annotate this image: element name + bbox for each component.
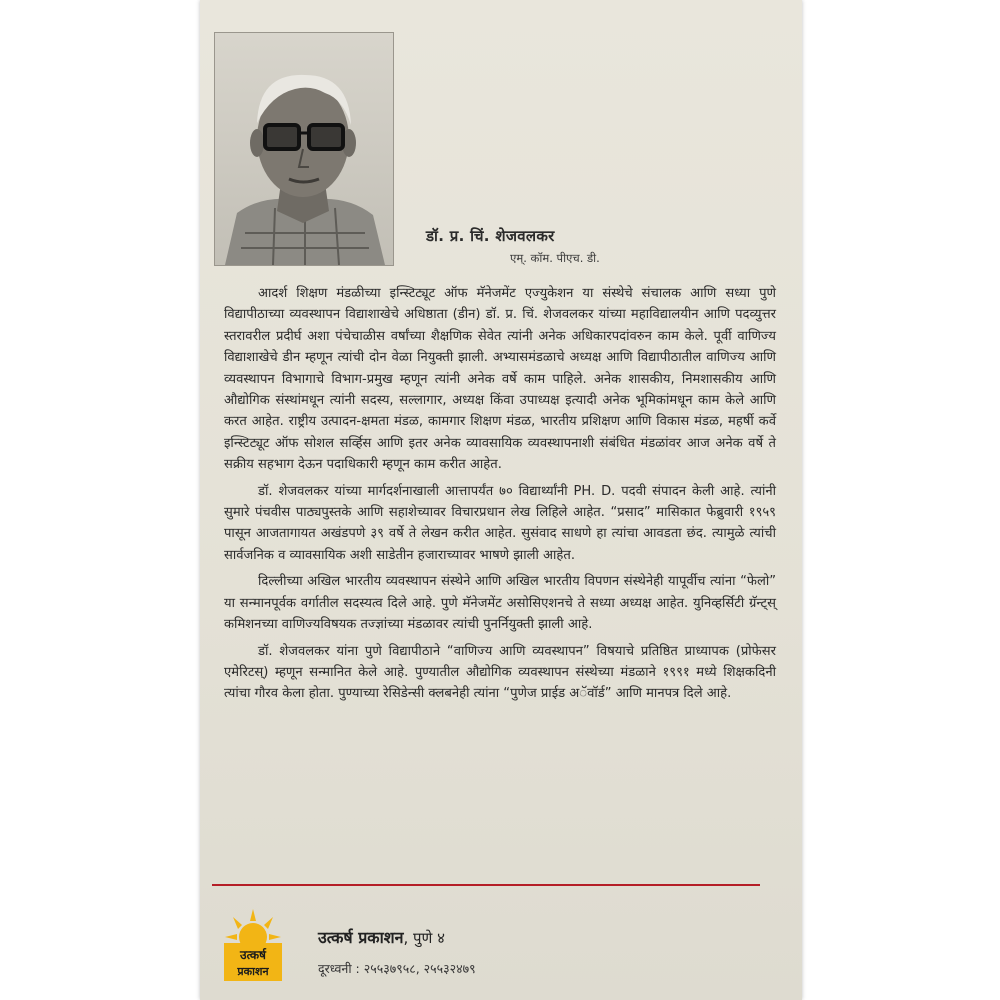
publisher-name: उत्कर्ष प्रकाशन	[318, 928, 404, 947]
author-photo	[214, 32, 394, 266]
publisher-phone: दूरध्वनी : २५५३७९५८, २५५३२४७९	[318, 961, 476, 976]
author-biography	[224, 283, 776, 710]
divider-rule	[212, 884, 760, 886]
book-back-cover	[200, 0, 802, 1000]
biography-paragraph: दिल्लीच्या अखिल भारतीय व्यवस्थापन संस्थेने आणि अखिल भारतीय विपणन संस्थेनेही यापूर्वीच त्यांना “फेलो” या सन्मानपूर्वक वर्गातील सदस्यत्व दिले आहे. पुणे मॅनेजमेंट असोसिएशनचे ते सध्या अध्यक्ष आहेत. युनिव्हर्सिटी ग्रॅन्ट्स् कमिशनच्या वाणिज्यविषयक तज्ज्ञांच्या मंडळावर त्यांची पुनर्नियुक्ती झाली आहे.	[224, 574, 776, 633]
publisher-city: , पुणे ४	[403, 929, 445, 947]
publisher-line	[318, 926, 445, 948]
publisher-sun-logo-icon	[222, 907, 284, 983]
author-degree: एम्. कॉम. पीएच. डी.	[510, 251, 600, 265]
biography-paragraph: आदर्श शिक्षण मंडळीच्या इन्स्टिट्यूट ऑफ मॅनेजमेंट एज्युकेशन या संस्थेचे संचालक आणि सध्या पुणे विद्यापीठाच्या व्यवस्थापन विद्याशाखेचे अधिष्ठाता (डीन) डॉ. प्र. चिं. शेजवलकर यांच्या महाविद्यालयीन आणि पदव्युत्तर स्तरावरील प्रदीर्घ अशा पंचेचाळीस वर्षांच्या शैक्षणिक सेवेत त्यांनी अनेक अधिकारपदांवरुन काम केले. पूर्वी वाणिज्य विद्याशाखेचे डीन म्हणून त्यांची दोन वेळा नियुक्ती झाली. अभ्यासमंडळाचे अध्यक्ष आणि विद्यापीठातील वाणिज्य आणि व्यवस्थापन विभागाचे विभाग-प्रमुख म्हणून त्यांनी अनेक वर्षे काम पाहिले. अनेक शासकीय, निमशासकीय आणि औद्योगिक संस्थांमधून त्यांनी सदस्य, सल्लागार, अध्यक्ष किंवा उपाध्यक्ष इत्यादी अनेक भूमिकांमधून काम केले आणि करत आहेत. राष्ट्रीय उत्पादन-क्षमता मंडळ, कामगार शिक्षण मंडळ, भारतीय प्रशिक्षण आणि विकास मंडळ, महर्षी कर्वे इन्स्टिट्यूट ऑफ सोशल सर्व्हिस आणि इतर अनेक व्यावसायिक व्यवस्थापनाशी संबंधित मंडळांवर आज अनेक वर्षे ते सक्रीय सहभाग देऊन पदाधिकारी म्हणून काम करीत आहेत.	[224, 286, 776, 473]
biography-paragraph: डॉ. शेजवलकर यांच्या मार्गदर्शनाखाली आत्तापर्यंत ७० विद्यार्थ्यांनी PH. D. पदवी संपादन केली आहे. त्यांनी सुमारे पंचवीस पाठ्यपुस्तके आणि सहाशेच्यावर विचारप्रधान लेख लिहिले आहेत. “प्रसाद” मासिकात फेब्रुवारी १९५९ पासून आजतागायत अखंडपणे ३९ वर्षे ते लेखन करीत आहेत. सुसंवाद साधणे हा त्यांचा आवडता छंद. त्यामुळे त्यांची सार्वजनिक व व्यावसायिक अशी साडेतीन हजाराच्यावर भाषणे झाली आहेत.	[224, 483, 776, 563]
author-portrait-icon	[215, 33, 393, 265]
logo-text-bottom: प्रकाशन	[237, 965, 269, 978]
biography-paragraph: डॉ. शेजवलकर यांना पुणे विद्यापीठाने “वाणिज्य आणि व्यवस्थापन” विषयाचे प्रतिष्ठित प्राध्यापक (प्रोफेसर एमेरिटस्) म्हणून सन्मानित केले आहे. पुण्यातील औद्योगिक व्यवस्थापन संस्थेच्या मंडळाने १९९१ मध्ये शिक्षकदिनी त्यांचा गौरव केला होता. पुण्याच्या रेसिडेन्सी क्लबनेही त्यांना “पुणेज प्राईड अॅवॉर्ड” आणि मानपत्र दिले आहे.	[224, 643, 776, 702]
author-name: डॉ. प्र. चिं. शेजवलकर	[426, 227, 555, 245]
logo-text-top: उत्कर्ष	[240, 948, 266, 962]
